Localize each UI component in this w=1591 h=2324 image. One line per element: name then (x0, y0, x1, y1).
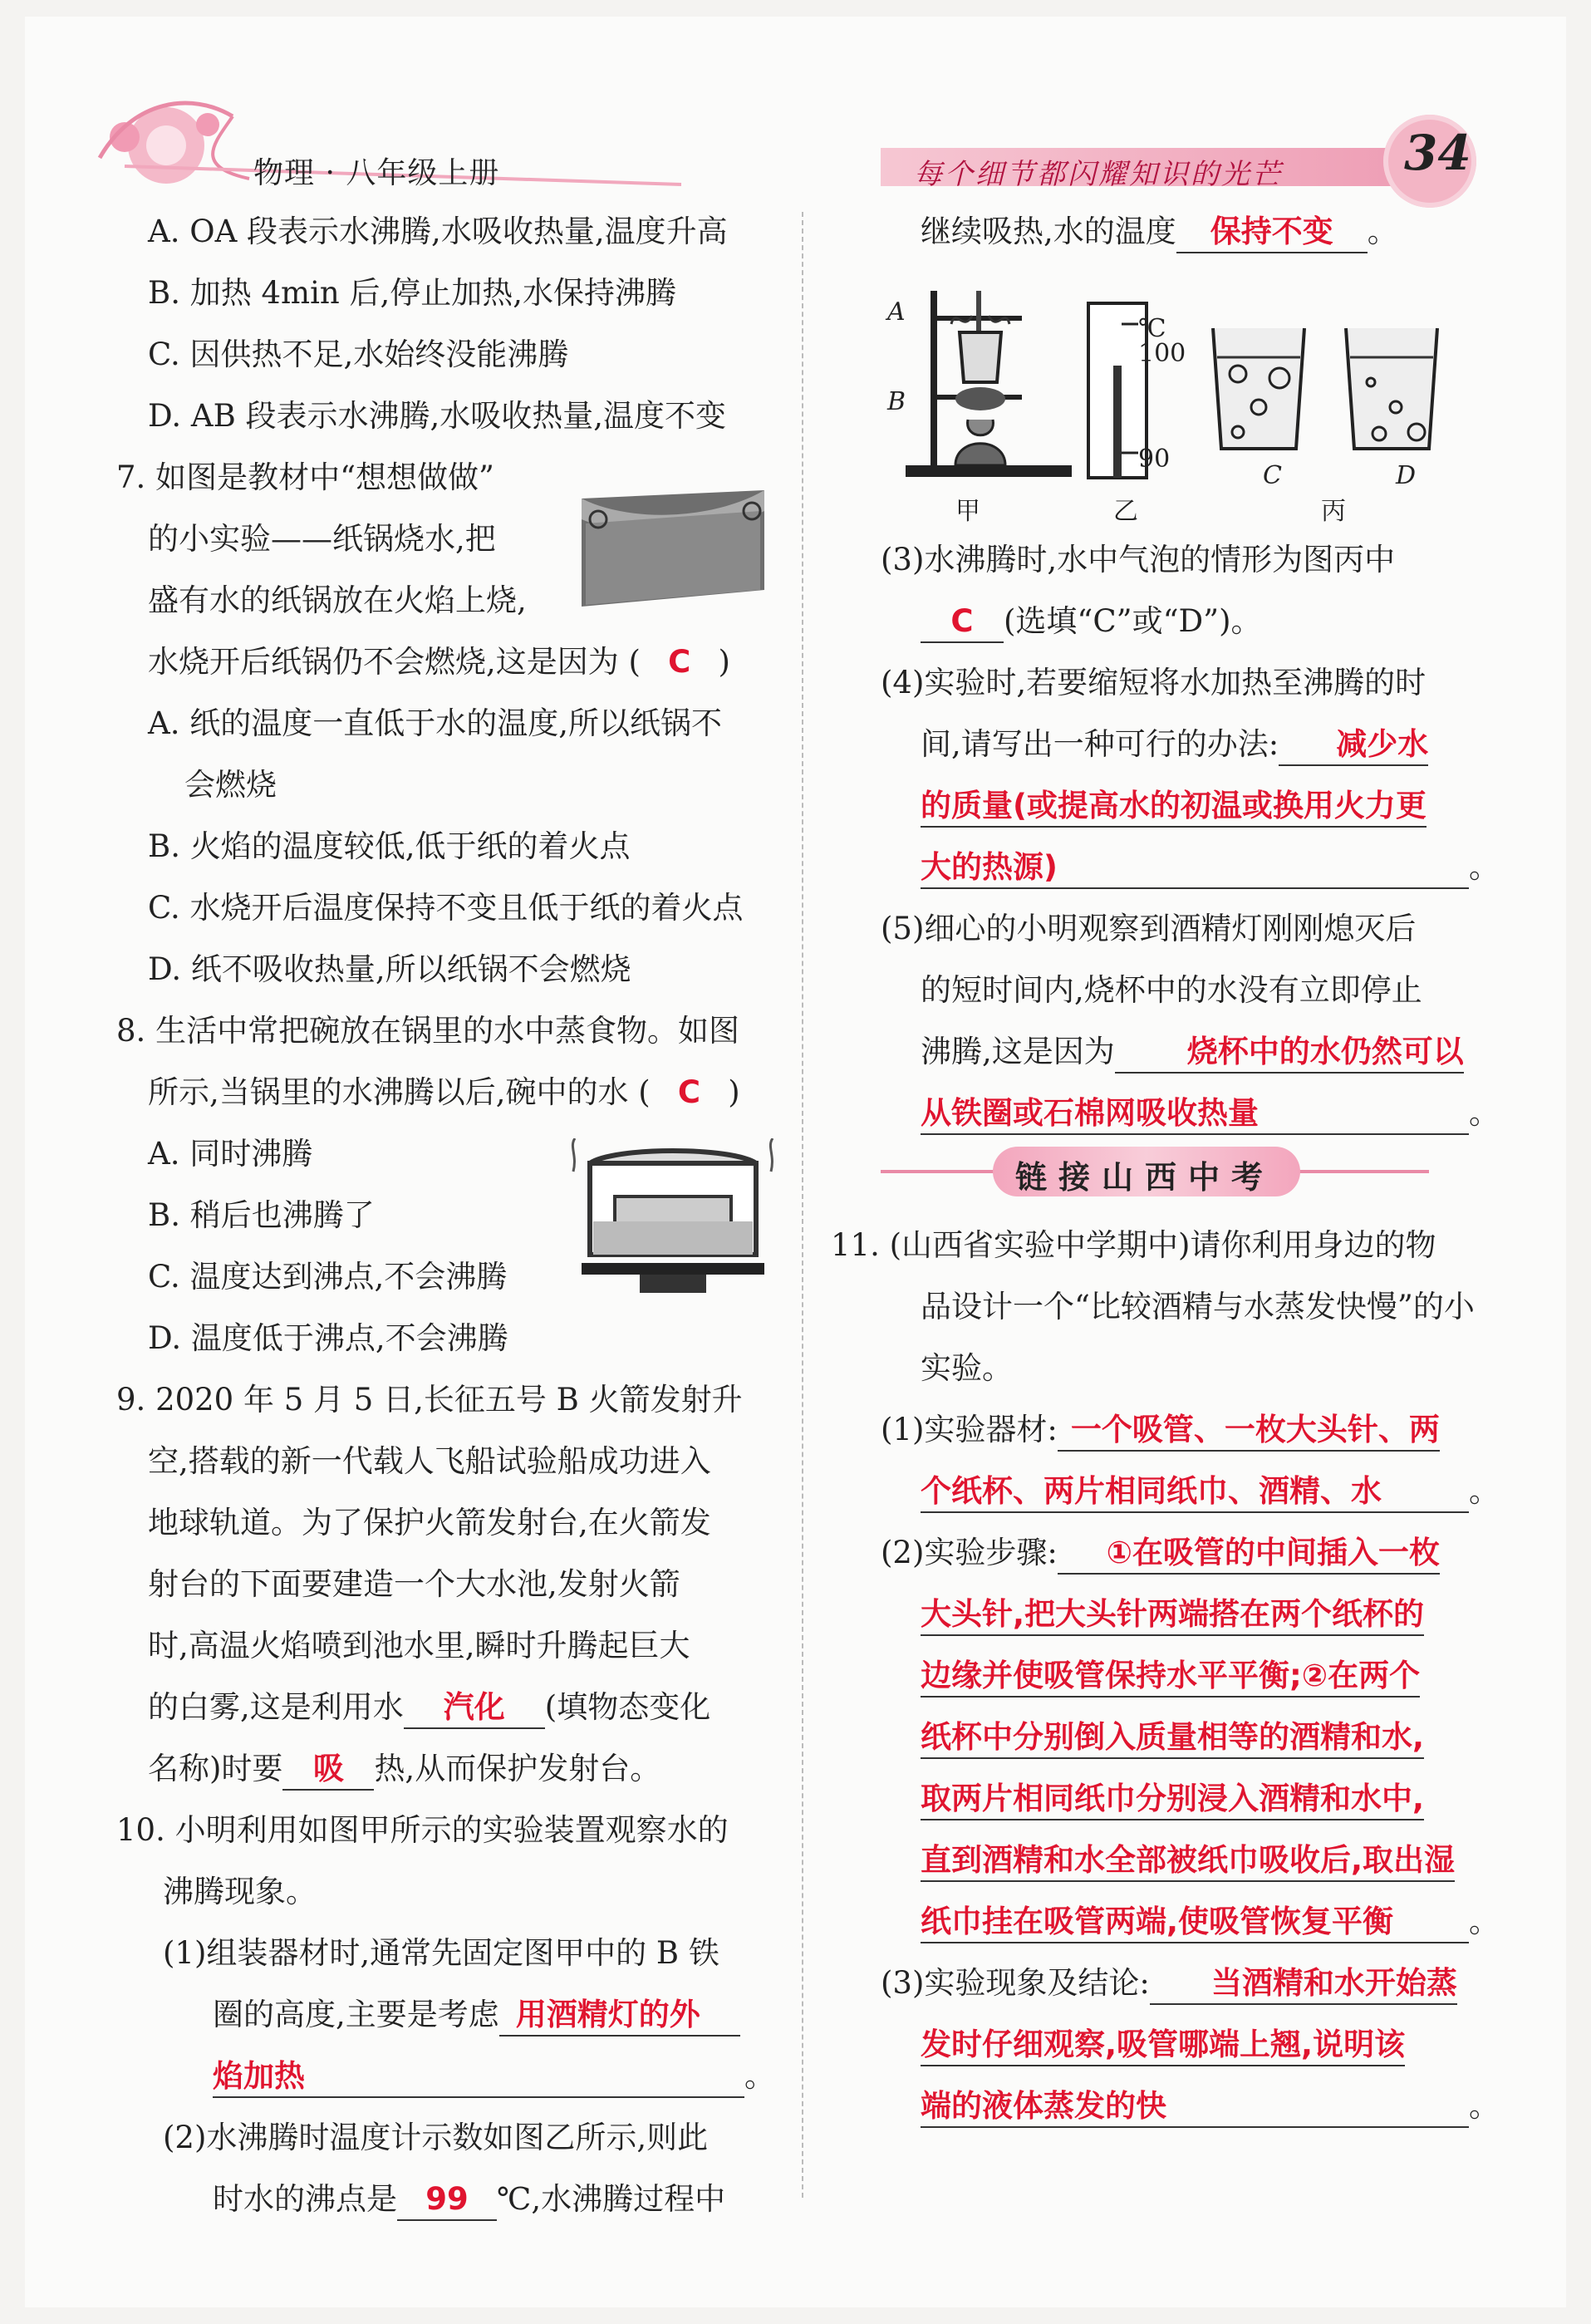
fig-label-a: A (887, 297, 906, 327)
q11-stem-2: 品设计一个“比较酒精与水蒸发快慢”的小 (921, 1289, 1475, 1324)
q8-option-a: A. 同时沸腾 (148, 1136, 313, 1172)
q10-part1-b (213, 1995, 740, 2037)
q7-answer: C (668, 644, 691, 680)
q11-part1-answer-1: 一个吸管、一枚大头针、两 (1058, 1410, 1440, 1452)
q11-part2-answer-1: ①在吸管的中间插入一枚 (1058, 1533, 1440, 1575)
q11-part3-answer-2: 发时仔细观察,吸管哪端上翘,说明该 (921, 2025, 1405, 2066)
q10-part4-answer-3: 大的热源) (921, 848, 1469, 889)
q9-text-7b: 热,从而保护发射台。 (374, 1751, 661, 1786)
period: 。 (1469, 1473, 1500, 1509)
q10-part2-answer-2: 保持不变 (1176, 212, 1368, 253)
q9-text-6b: (填物态变化 (544, 1689, 711, 1725)
q10-part2-answer-1: 99 (397, 2179, 497, 2221)
q11-part3-a (881, 1963, 1457, 2005)
q10-part4-b (921, 725, 1428, 766)
q9-stem-6 (148, 1688, 710, 1729)
q8-close-paren: ) (728, 1074, 740, 1110)
q10-part3-answer: C (921, 602, 1004, 643)
fig-label-b: B (887, 387, 906, 416)
q10-part5-c (921, 1032, 1464, 1074)
q11-part1-label: (1)实验器材: (881, 1412, 1058, 1447)
q10-part2-text: 时水的沸点是 (213, 2181, 397, 2217)
subject-label: 物理 · 八年级上册 (253, 156, 500, 190)
q8-stem-1: 8. 生活中常把碗放在锅里的水中蒸食物。如图 (116, 1013, 740, 1049)
section-title: 链接山西中考 (1015, 1159, 1275, 1196)
q10-part2-text-d: 继续吸热,水的温度 (921, 214, 1176, 249)
period: 。 (1469, 849, 1500, 885)
q7-option-a-1: A. 纸的温度一直低于水的温度,所以纸锅不 (148, 705, 723, 741)
q7-option-b: B. 火焰的温度较低,低于纸的着火点 (148, 828, 631, 864)
q11-part2-answer-4: 纸杯中分别倒入质量相等的酒精和水, (921, 1717, 1424, 1759)
q11-part1-b (921, 1472, 1500, 1513)
q7-option-c: C. 水烧开后温度保持不变且低于纸的着火点 (148, 890, 744, 926)
q8-option-d: D. 温度低于沸点,不会沸腾 (148, 1320, 508, 1356)
q9-stem-2: 空,搭载的新一代载人飞船试验船成功进入 (148, 1443, 711, 1479)
q11-part2-answer-2: 大头针,把大头针两端搭在两个纸杯的 (921, 1594, 1424, 1636)
q11-part2-answer-7: 纸巾挂在吸管两端,使吸管恢复平衡 (921, 1902, 1469, 1943)
q11-part3-answer-1: 当酒精和水开始蒸 (1150, 1963, 1457, 2005)
q10-part4-answer-1: 减少水 (1279, 725, 1428, 766)
q7-stem-1: 7. 如图是教材中“想想做做” (116, 459, 494, 495)
q8-stem-2 (148, 1073, 740, 1113)
q6-option-d: D. AB 段表示水沸腾,水吸收热量,温度不变 (148, 398, 727, 434)
q10-part1-answer-2: 焰加热 (213, 2056, 744, 2098)
q9-text-6a: 的白雾,这是利用水 (148, 1689, 404, 1725)
q9-stem-3: 地球轨道。为了保护火箭发射台,在火箭发 (148, 1505, 711, 1540)
q10-part3-a: (3)水沸腾时,水中气泡的情形为图丙中 (881, 542, 1396, 577)
q10-part2-a: (2)水沸腾时温度计示数如图乙所示,则此 (163, 2120, 709, 2155)
q10-part3-text: (选填“C”或“D”)。 (1004, 603, 1262, 639)
q11-part3-answer-3: 端的液体蒸发的快 (921, 2086, 1469, 2128)
q10-part5-b: 的短时间内,烧杯中的水没有立即停止 (921, 972, 1422, 1008)
q10-part4-a: (4)实验时,若要缩短将水加热至沸腾的时 (881, 665, 1426, 700)
q6-option-a: A. OA 段表示水沸腾,水吸收热量,温度升高 (148, 214, 728, 249)
q7-close-paren: ) (718, 644, 730, 680)
q10-part2-b (213, 2179, 725, 2221)
q8-option-b: B. 稍后也沸腾了 (148, 1197, 375, 1233)
q11-part2-h (921, 1902, 1500, 1943)
q10-part5-answer-1: 烧杯中的水仍然可以 (1115, 1032, 1464, 1074)
q10-part4-answer-2: 的质量(或提高水的初温或换用火力更 (921, 786, 1426, 828)
q9-stem-7 (148, 1749, 660, 1791)
q7-stem-3: 盛有水的纸锅放在火焰上烧, (148, 582, 527, 618)
fig-label-d: D (1396, 461, 1417, 490)
q8-option-c: C. 温度达到沸点,不会沸腾 (148, 1259, 508, 1295)
q11-part2-answer-6: 直到酒精和水全部被纸巾吸收后,取出湿 (921, 1840, 1455, 1882)
q10-stem-2: 沸腾现象。 (163, 1874, 317, 1909)
q10-part5-d (921, 1093, 1500, 1135)
q10-part5-answer-2: 从铁圈或石棉网吸收热量 (921, 1093, 1469, 1135)
q11-part3-label: (3)实验现象及结论: (881, 1965, 1150, 2001)
thermometer-unit: ℃ (1138, 314, 1166, 343)
q9-stem-5: 时,高温火焰喷到池水里,瞬时升腾起巨大 (148, 1628, 690, 1663)
q9-text-7a: 名称)时要 (148, 1751, 283, 1786)
q10-part1-answer-1: 用酒精灯的外 (499, 1995, 740, 2037)
period: 。 (744, 2058, 775, 2094)
q6-option-c: C. 因供热不足,水始终没能沸腾 (148, 337, 569, 372)
period: 。 (1367, 214, 1398, 249)
page-number: 34 (1404, 125, 1471, 181)
q11-part2-answer-5: 取两片相同纸巾分别浸入酒精和水中, (921, 1779, 1424, 1820)
period: 。 (1469, 1904, 1500, 1939)
q7-option-a-2: 会燃烧 (184, 767, 277, 803)
q10-part3-b (921, 602, 1262, 643)
column-divider (802, 212, 803, 2198)
q11-part2-label: (2)实验步骤: (881, 1535, 1058, 1570)
q7-stem-text: 水烧开后纸锅仍不会燃烧,这是因为 ( (148, 644, 641, 680)
q10-part4-text: 间,请写出一种可行的办法: (921, 726, 1279, 762)
fig-caption-yi: 乙 (1113, 497, 1138, 526)
q7-stem-2: 的小实验——纸锅烧水,把 (148, 521, 496, 557)
q11-part2-a (881, 1533, 1440, 1575)
q10-stem-1: 10. 小明利用如图甲所示的实验装置观察水的 (116, 1812, 729, 1848)
period: 。 (1469, 1095, 1500, 1131)
header-motto: 每个细节都闪耀知识的光芒 (914, 158, 1283, 191)
fig-caption-jia: 甲 (955, 497, 980, 526)
q6-option-b: B. 加热 4min 后,停止加热,水保持沸腾 (148, 275, 677, 311)
paper-pot-figure (565, 474, 781, 623)
q11-part1-a (881, 1410, 1440, 1452)
q10-part1-text: 圈的高度,主要是考虑 (213, 1997, 499, 2032)
q11-stem-1: 11. (山西省实验中学期中)请你利用身边的物 (831, 1227, 1436, 1263)
q7-stem-4 (148, 642, 730, 682)
period: 。 (1469, 2088, 1500, 2124)
q11-part3-c (921, 2086, 1500, 2128)
q11-stem-3: 实验。 (921, 1350, 1013, 1386)
q9-stem-1: 9. 2020 年 5 月 5 日,长征五号 B 火箭发射升 (116, 1382, 743, 1417)
q10-part1-c (213, 2056, 775, 2098)
q9-answer-2: 吸 (282, 1749, 374, 1791)
q10-part4-c (921, 848, 1500, 889)
q11-part2-answer-3: 边缘并使吸管保持水平平衡;②在两个 (921, 1656, 1420, 1698)
fig-caption-bing: 丙 (1321, 497, 1346, 526)
boiling-experiment-figure (881, 274, 1479, 507)
q11-part1-answer-2: 个纸杯、两片相同纸巾、酒精、水 (921, 1472, 1469, 1513)
fig-label-c: C (1263, 461, 1282, 490)
q10-part1-a: (1)组装器材时,通常先固定图甲中的 B 铁 (163, 1935, 719, 1971)
q10-part2-text-c: ℃,水沸腾过程中 (497, 2181, 726, 2217)
q10-part2-c (921, 212, 1398, 253)
q8-stem-text: 所示,当锅里的水沸腾以后,碗中的水 ( (148, 1074, 651, 1110)
q10-part5-text: 沸腾,这是因为 (921, 1034, 1115, 1069)
q9-stem-4: 射台的下面要建造一个大水池,发射火箭 (148, 1566, 680, 1602)
q7-option-d: D. 纸不吸收热量,所以纸锅不会燃烧 (148, 951, 631, 987)
q10-part5-a: (5)细心的小明观察到酒精灯刚刚熄灭后 (881, 911, 1417, 946)
q8-answer: C (677, 1074, 701, 1110)
thermometer-tick-100: 100 (1138, 339, 1186, 368)
q9-answer-1: 汽化 (404, 1688, 545, 1729)
thermometer-tick-90: 90 (1138, 445, 1171, 474)
steamer-pot-figure (565, 1138, 781, 1321)
